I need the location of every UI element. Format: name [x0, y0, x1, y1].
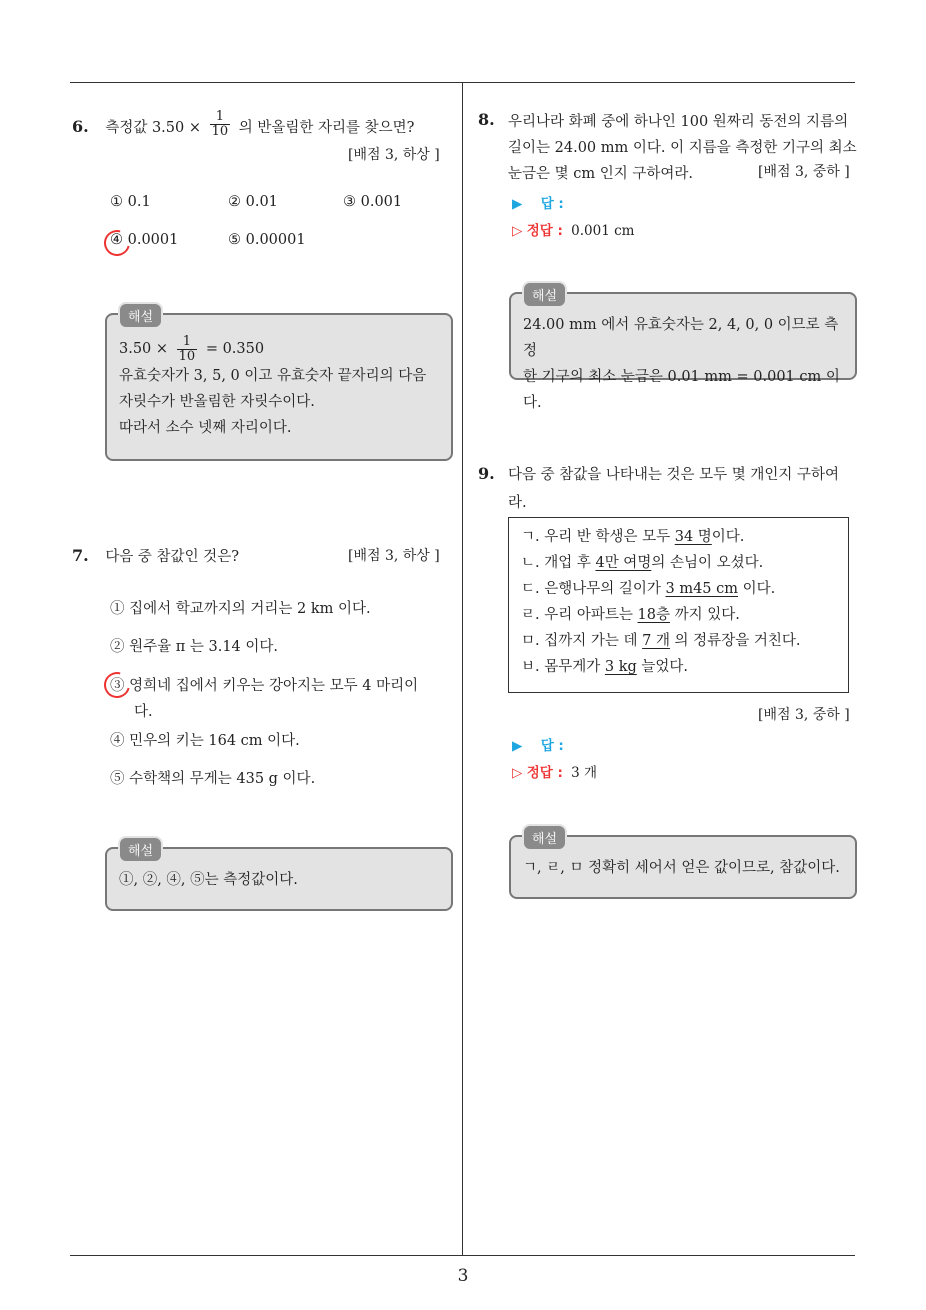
q7-option-1[interactable]: ① 집에서 학교까지의 거리는 2 km 이다. — [110, 601, 371, 617]
q9-item-pre: ㄱ. 우리 반 학생은 모두 — [521, 529, 675, 545]
q6-option-4[interactable]: ④ 0.0001 — [110, 232, 179, 248]
q9-items-box — [508, 517, 849, 693]
q9-item — [521, 602, 836, 628]
q9-answer-line — [512, 734, 564, 754]
q9-item — [521, 524, 836, 550]
q6-explain-a: 3.50 × — [119, 341, 169, 358]
q9-correct-arrow-icon: ▷ — [512, 765, 523, 781]
q9-item-pre: ㄷ. 은행나무의 길이가 — [521, 581, 666, 597]
q9-item-post: 의 손님이 오셨다. — [651, 555, 764, 571]
q9-item-pre: ㄹ. 우리 아파트는 — [521, 607, 638, 623]
q9-number: 9. — [478, 464, 495, 483]
q7-explain-tag: 해설 — [118, 836, 163, 863]
q6-explanation-box — [105, 313, 453, 461]
q8-correct-line — [512, 219, 634, 239]
q6-explain-line: 자릿수가 반올림한 자릿수이다. — [119, 394, 315, 411]
q7-text: 다음 중 참값인 것은? — [105, 549, 239, 565]
q9-item-underlined: 18층 — [637, 607, 670, 623]
q6-fraction — [210, 110, 231, 138]
q9-item-post: 까지 있다. — [669, 607, 740, 623]
q7-meta: [배점 3, 하상 ] — [348, 548, 440, 564]
q9-item-post: 이다. — [738, 581, 776, 597]
q9-item-post: 늘었다. — [636, 659, 689, 675]
q9-stem — [508, 461, 839, 517]
q7-explain-text: ①, ②, ④, ⑤는 측정값이다. — [119, 872, 298, 888]
q8-explain-line: 한 기구의 최소 눈금은 0.01 mm = 0.001 cm 이다. — [523, 369, 840, 411]
q9-item-post: 의 정류장을 거친다. — [669, 633, 801, 649]
q8-answer-label: 답 : — [540, 196, 564, 212]
q8-line: 길이는 24.00 mm 이다. 이 지름을 측정한 기구의 최소 — [508, 140, 857, 156]
q9-correct-label: 정답 : — [526, 765, 563, 781]
q6-explain-tag: 해설 — [118, 302, 163, 329]
q9-item-underlined: 34 명 — [674, 529, 712, 545]
q7-answer-circle-mark — [99, 667, 135, 703]
q6-explain-frac-num: 1 — [177, 335, 198, 350]
q9-item-underlined: 3 m45 cm — [665, 581, 739, 597]
q9-answer-arrow-icon: ▶ — [512, 738, 523, 754]
q6-option-1[interactable]: ① 0.1 — [110, 194, 151, 210]
q6-number: 6. — [72, 117, 89, 137]
q9-correct-line — [512, 761, 597, 781]
q6-meta: [배점 3, 하상 ] — [348, 147, 440, 163]
q6-frac-num: 1 — [210, 110, 231, 125]
q7-option-5[interactable]: ⑤ 수학책의 무게는 435 g 이다. — [110, 771, 316, 787]
q6-option-2[interactable]: ② 0.01 — [228, 194, 278, 210]
q8-number: 8. — [478, 110, 495, 129]
q9-line: 라. — [508, 495, 527, 511]
q8-line: 우리나라 화폐 중에 하나인 100 원짜리 동전의 지름의 — [508, 114, 849, 130]
q6-option-3[interactable]: ③ 0.001 — [343, 194, 403, 210]
q7-option-4[interactable]: ④ 민우의 키는 164 cm 이다. — [110, 733, 300, 749]
q8-explain-line: 24.00 mm 에서 유효숫자는 2, 4, 0, 0 이므로 측정 — [523, 317, 839, 359]
q7-option-3-cont: 다. — [134, 704, 153, 720]
q8-answer-line — [512, 192, 564, 212]
q9-item-underlined: 3 kg — [604, 659, 637, 675]
q7-stem — [72, 545, 239, 566]
q8-correct-value: 0.001 cm — [571, 223, 635, 239]
q9-item-post: 이다. — [711, 529, 745, 545]
q9-explain-tag: 해설 — [522, 824, 567, 851]
q9-item — [521, 550, 836, 576]
q8-line: 눈금은 몇 cm 인지 구하여라. — [508, 166, 693, 182]
q9-explain-text: ㄱ, ㄹ, ㅁ 정확히 세어서 얻은 값이므로, 참값이다. — [523, 860, 840, 876]
q6-explain-b: = 0.350 — [205, 341, 265, 358]
column-divider — [462, 82, 463, 1255]
q7-number: 7. — [72, 546, 89, 565]
bottom-rule — [70, 1255, 855, 1256]
q8-explain-tag: 해설 — [522, 281, 567, 308]
q8-correct-label: 정답 : — [526, 223, 563, 239]
q9-item — [521, 628, 836, 654]
q9-item-pre: ㄴ. 개업 후 — [521, 555, 596, 571]
page-number: 3 — [457, 1266, 469, 1286]
q9-answer-label: 답 : — [540, 738, 564, 754]
q9-item-pre: ㅁ. 집까지 가는 데 — [521, 633, 643, 649]
q9-item-pre: ㅂ. 몸무게가 — [521, 659, 605, 675]
q6-stem — [72, 109, 415, 142]
q6-explain-line: 유효숫자가 3, 5, 0 이고 유효숫자 끝자리의 다음 — [119, 368, 427, 385]
q6-explain-formula — [119, 335, 439, 363]
q6-frac-den: 10 — [211, 123, 229, 139]
q9-item — [521, 576, 836, 602]
q6-answer-circle-mark — [99, 225, 135, 261]
q9-item-underlined: 7 개 — [642, 633, 670, 649]
q6-text-a: 측정값 3.50 × — [105, 120, 201, 137]
q6-explain-frac-den: 10 — [178, 348, 196, 364]
q8-meta: [배점 3, 중하 ] — [758, 164, 850, 180]
q9-line: 다음 중 참값을 나타내는 것은 모두 몇 개인지 구하여 — [508, 467, 840, 483]
q8-correct-arrow-icon: ▷ — [512, 223, 523, 239]
q7-option-2[interactable]: ② 원주율 π 는 3.14 이다. — [110, 639, 279, 655]
q6-explain-fraction — [177, 335, 198, 363]
q6-explain-line: 따라서 소수 넷째 자리이다. — [119, 420, 292, 437]
q9-meta: [배점 3, 중하 ] — [758, 707, 850, 723]
q6-text-b: 의 반올림한 자리를 찾으면? — [238, 120, 415, 137]
q9-item — [521, 654, 836, 680]
q7-option-3[interactable]: ③ 영희네 집에서 키우는 강아지는 모두 4 마리이 — [110, 678, 419, 694]
q6-option-5[interactable]: ⑤ 0.00001 — [228, 232, 306, 248]
q9-item-underlined: 4만 여명 — [595, 555, 652, 571]
q8-answer-arrow-icon: ▶ — [512, 196, 523, 212]
q9-correct-value: 3 개 — [571, 765, 598, 781]
